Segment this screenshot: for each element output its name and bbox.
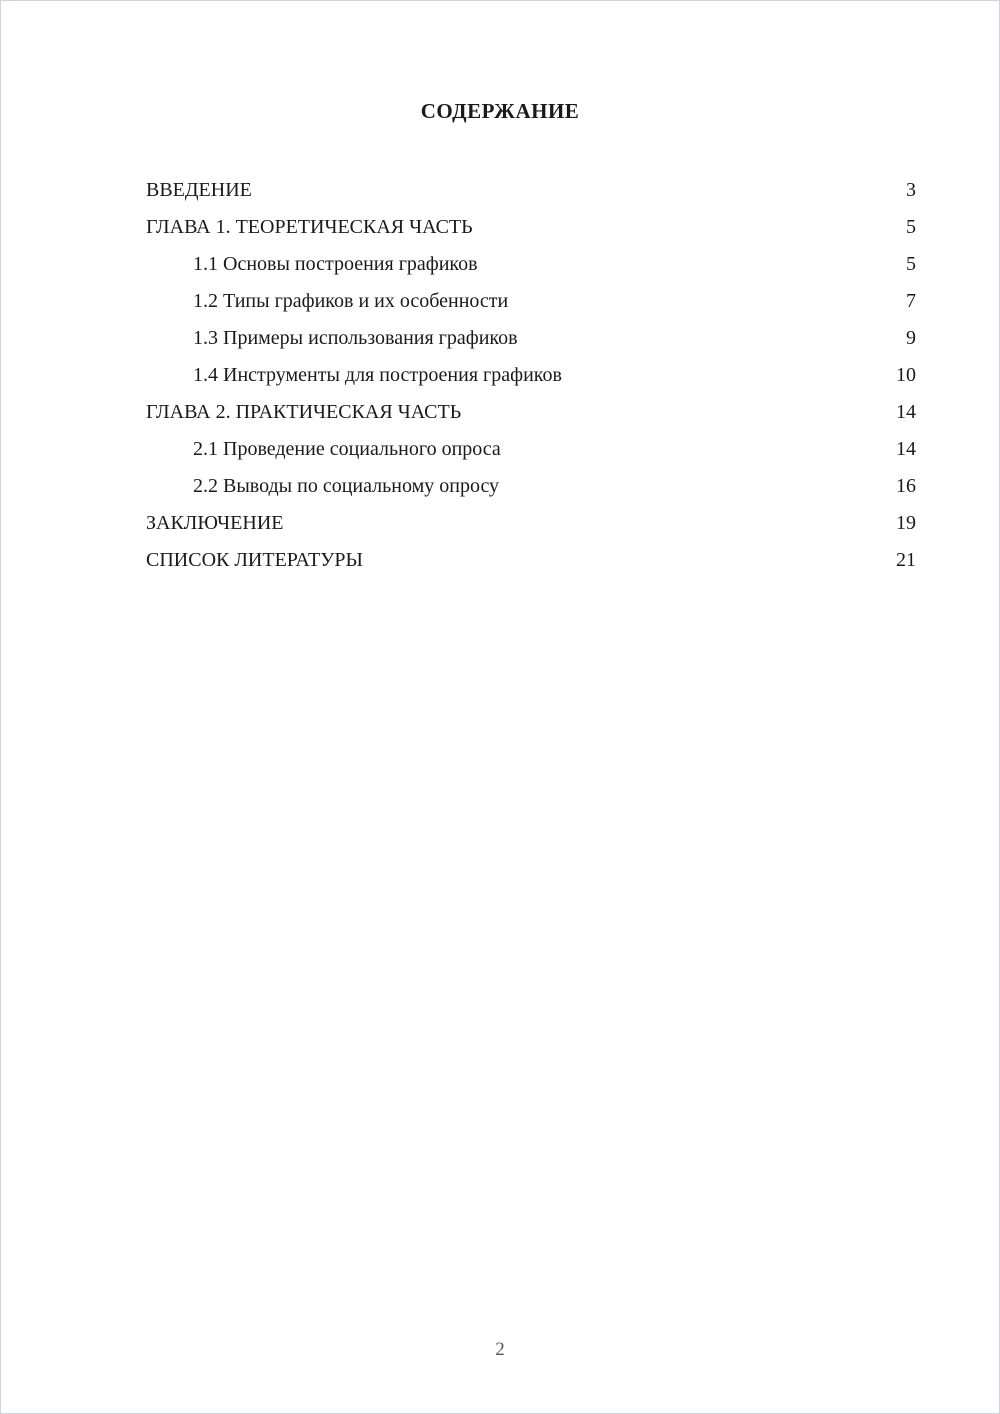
toc-entry-page-number: 21 xyxy=(896,549,916,571)
toc-entry-page-number: 10 xyxy=(896,364,916,386)
toc-entry xyxy=(146,431,916,468)
toc-entry xyxy=(146,320,916,357)
toc-entry-label: 1.3 Примеры использования графиков xyxy=(193,327,518,349)
toc-entry-label: 1.4 Инструменты для построения графиков xyxy=(193,364,562,386)
page-title: СОДЕРЖАНИЕ xyxy=(420,99,580,123)
toc-entry-label: ГЛАВА 1. ТЕОРЕТИЧЕСКАЯ ЧАСТЬ xyxy=(146,216,473,238)
page-number: 2 xyxy=(495,1339,505,1360)
toc-entry xyxy=(146,505,916,542)
table-of-contents xyxy=(1,172,999,579)
toc-entry-label: ЗАКЛЮЧЕНИЕ xyxy=(146,512,284,534)
toc-entry-page-number: 16 xyxy=(896,475,916,497)
toc-entry-label: ВВЕДЕНИЕ xyxy=(146,179,252,201)
toc-entry-page-number: 14 xyxy=(896,401,916,423)
toc-entry-label: 1.2 Типы графиков и их особенности xyxy=(193,290,509,312)
toc-entry-page-number: 5 xyxy=(906,253,916,275)
toc-entry xyxy=(146,209,916,246)
toc-entry xyxy=(146,246,916,283)
toc-entry-page-number: 7 xyxy=(906,290,916,312)
toc-entry xyxy=(146,283,916,320)
toc-entry-page-number: 3 xyxy=(906,179,916,201)
toc-entry xyxy=(146,394,916,431)
toc-entry-label: 2.1 Проведение социального опроса xyxy=(193,438,501,460)
toc-entry xyxy=(146,542,916,579)
toc-entry-label: СПИСОК ЛИТЕРАТУРЫ xyxy=(146,549,363,571)
toc-entry-page-number: 14 xyxy=(896,438,916,460)
toc-entry xyxy=(146,357,916,394)
toc-entry-label: 2.2 Выводы по социальному опросу xyxy=(193,475,500,497)
toc-entry-page-number: 5 xyxy=(906,216,916,238)
toc-entry-label: 1.1 Основы построения графиков xyxy=(193,253,478,275)
toc-entry-page-number: 9 xyxy=(906,327,916,349)
toc-entry xyxy=(146,468,916,505)
toc-entry-label: ГЛАВА 2. ПРАКТИЧЕСКАЯ ЧАСТЬ xyxy=(146,401,462,423)
toc-entry xyxy=(146,172,916,209)
toc-entry-page-number: 19 xyxy=(896,512,916,534)
